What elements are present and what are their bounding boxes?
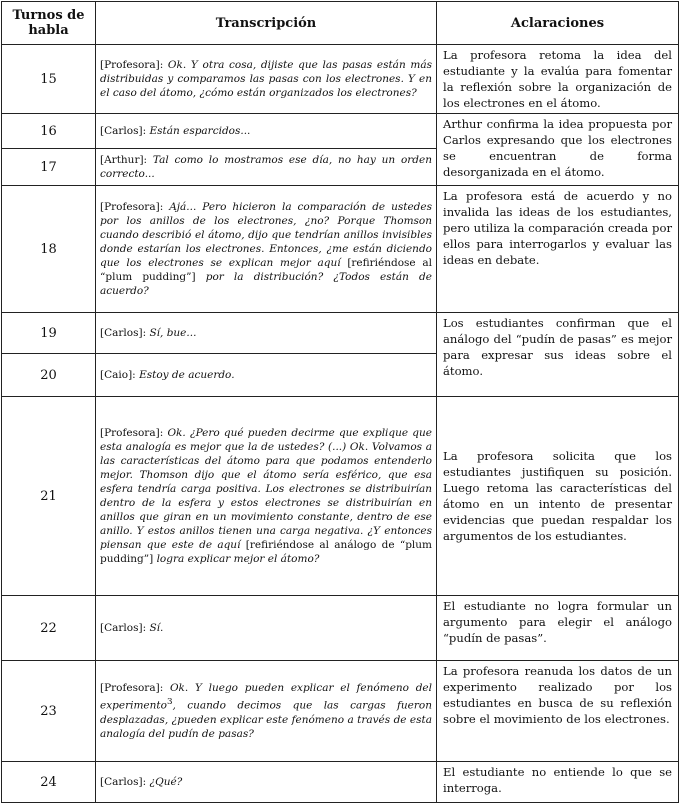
transcript-table (1, 1, 679, 803)
table-row (2, 45, 679, 114)
turn-number: 20 (2, 354, 96, 397)
header-turns: Turnos de habla (2, 2, 96, 45)
turn-number: 17 (2, 149, 96, 186)
table-row (2, 114, 679, 149)
speaker: [Arthur]: (100, 154, 148, 166)
utterance: Están esparcidos... (149, 125, 251, 137)
turn-number: 19 (2, 313, 96, 354)
transcription-cell (96, 149, 437, 186)
utterance: ¿Qué? (149, 776, 183, 788)
speaker: [Caio]: (100, 369, 136, 381)
speaker: [Carlos]: (100, 776, 147, 788)
note-cell: La profesora retoma la idea del estudiante y la evalúa para fomentar la reflexión sobre la organización de los electrones en el átomo. (437, 45, 679, 114)
utterance: Ok. ¿Pero qué pueden decirme que explique que esta analogía es mejor que la de ustedes? (...) Ok. Volvamos a las características del átomo para que podamos entenderlo mejor. Thomson dijo que el átomo sería esférico, que esa esfera tendría carga positiva. Los electrones se distribuirían dentro de la esfera y estos electrones se distribuirían en anillos que giran en un movimiento constante, dentro de ese anillo. Y estos anillos tienen una carga negativa. ¿Y entonces piensan que este de aquí (100, 427, 432, 551)
speaker: [Carlos]: (100, 125, 147, 137)
note-cell: Los estudiantes confirman que el análogo del “pudín de pasas” es mejor para expresar sus ideas sobre el átomo. (437, 313, 679, 397)
table-row (2, 186, 679, 313)
header-notes: Aclaraciones (437, 2, 679, 45)
turn-number: 21 (2, 397, 96, 596)
stage-direction: [refiriéndose al “plum pudding”] (100, 257, 432, 283)
utterance: , cuando decimos que las cargas fueron desplazadas, ¿pueden explicar este fenómeno a través de esta analogía del pudín de pasas? (100, 699, 432, 740)
utterance: logra explicar mejor el átomo? (156, 553, 320, 565)
utterance: Ok. Y luego pueden explicar el fenómeno del experimento (100, 682, 432, 712)
turn-number: 16 (2, 114, 96, 149)
turn-number: 23 (2, 661, 96, 762)
turn-number: 18 (2, 186, 96, 313)
speaker: [Carlos]: (100, 622, 147, 634)
speaker: [Profesora]: (100, 59, 164, 71)
utterance: por la distribución? ¿Todos están de acuerdo? (100, 271, 432, 297)
note-cell: El estudiante no logra formular un argumento para elegir el análogo “pudín de pasas”. (437, 596, 679, 661)
transcription-cell (96, 45, 437, 114)
transcription-cell (96, 186, 437, 313)
table-row (2, 661, 679, 762)
utterance: Sí. (149, 622, 164, 634)
transcription-cell (96, 354, 437, 397)
utterance: Ok. Y otra cosa, dijiste que las pasas están más distribuidas y comparamos las pasas con los electrones. Y en el caso del átomo, ¿cómo están organizados los electrones? (100, 59, 432, 99)
transcription-cell (96, 313, 437, 354)
speaker: [Profesora]: (100, 682, 164, 695)
stage-direction: [refiriéndose al análogo de “plum pudding”] (100, 539, 432, 565)
transcription-cell (96, 762, 437, 803)
table-row (2, 762, 679, 803)
turn-number: 22 (2, 596, 96, 661)
speaker: [Carlos]: (100, 327, 147, 339)
utterance: Sí, bue... (149, 327, 197, 339)
table-row (2, 313, 679, 354)
utterance: Tal como lo mostramos ese día, no hay un orden correcto... (100, 154, 433, 180)
utterance: Ajá... Pero hicieron la comparación de ustedes por los anillos de los electrones, ¿no? Porque Thomson cuando describió el átomo, dijo que tendrían anillos invisibles donde estarían los electrones. Entonces, ¿me están diciendo que los electrones se explican mejor aquí (100, 201, 432, 269)
note-cell: Arthur confirma la idea propuesta por Carlos expresando que los electrones se encuentran de forma desorganizada en el átomo. (437, 114, 679, 186)
footnote-marker: 3 (166, 697, 173, 708)
header-row (2, 2, 679, 45)
transcription-cell (96, 661, 437, 762)
utterance: Estoy de acuerdo. (139, 369, 235, 381)
transcription-cell (96, 397, 437, 596)
speaker: [Profesora]: (100, 201, 164, 213)
header-transcription: Transcripción (96, 2, 437, 45)
turn-number: 15 (2, 45, 96, 114)
note-cell: La profesora solicita que los estudiantes justifiquen su posición. Luego retoma las características del átomo en un intento de presentar evidencias que puedan respaldar los argumentos de los estudiantes. (437, 397, 679, 596)
note-cell: El estudiante no entiende lo que se interroga. (437, 762, 679, 803)
table-row (2, 397, 679, 596)
speaker: [Profesora]: (100, 427, 164, 439)
turn-number: 24 (2, 762, 96, 803)
note-cell: La profesora está de acuerdo y no invalida las ideas de los estudiantes, pero utiliza la comparación creada por ellos para interrogarlos y evaluar las ideas en debate. (437, 186, 679, 313)
transcription-cell (96, 596, 437, 661)
table-row (2, 596, 679, 661)
note-cell: La profesora reanuda los datos de un experimento realizado por los estudiantes en busca de su reflexión sobre el movimiento de los electrones. (437, 661, 679, 762)
transcription-cell (96, 114, 437, 149)
